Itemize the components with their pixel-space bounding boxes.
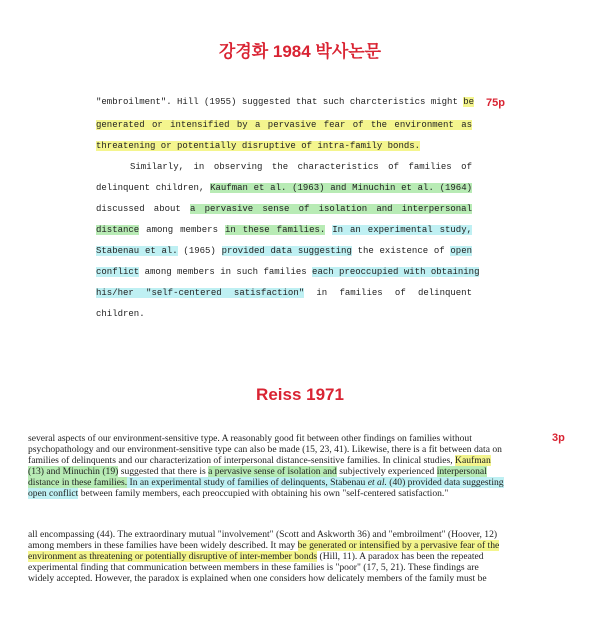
scan-line: families of delinquents and our characterization of interpersonal distance-sensitive families. In clinical studies, Kaufman	[28, 455, 491, 466]
page-number-top: 75p	[486, 97, 505, 109]
scan-line: experimental finding that communication between members in these families is "poor" (17, 5, 21). These findings are	[28, 562, 479, 573]
scan-line: several aspects of our environment-sensitive type. A reasonably good fit between other findings on families without	[28, 433, 472, 444]
typed-line: discussed about a pervasive sense of isolation and interpersonal	[96, 204, 472, 214]
typed-line: children.	[96, 309, 145, 319]
scan-line: (13) and Minuchin (19) suggested that there is a pervasive sense of isolation and subjectively experienced interpersonal	[28, 466, 487, 477]
scan-line: distance in these families. In an experimental study of families of delinquents, Stabenau et al. (40) provided data suggesting	[28, 477, 504, 488]
scan-line: psychopathology and our environment-sensitive type can also be made (15, 23, 41). Likewise, there is a fit between data on	[28, 444, 502, 455]
typed-line: Stabenau et al. (1965) provided data suggesting the existence of open	[96, 246, 473, 256]
typed-line: "embroilment". Hill (1955) suggested that such charcteristics might be	[96, 97, 475, 107]
typed-line: generated or intensified by a pervasive fear of the environment as	[96, 120, 472, 130]
scan-line: among members in these families have been widely described. It may be generated or intensified by a pervasive fear of the	[28, 540, 500, 551]
page-number-bottom: 3p	[552, 432, 565, 444]
typed-line: threatening or potentially disruptive of intra-family bonds.	[96, 141, 421, 151]
scan-line: widely accepted. However, the paradox is explained when one considers how delicately members of the family must be	[28, 573, 487, 584]
scan-line: open conflict between family members, each preoccupied with obtaining his own "self-centered satisfaction."	[28, 488, 449, 499]
typed-line: distance among members in these families. In an experimental study,	[96, 225, 472, 235]
typed-line: conflict among members in such families each preoccupied with obtaining	[96, 267, 480, 277]
typed-line: his/her "self-centered satisfaction" in families of delinquent	[96, 288, 472, 298]
typed-line: Similarly, in observing the characteristics of families of	[130, 162, 472, 172]
scan-line: all encompassing (44). The extraordinary mutual "involvement" (Scott and Askworth 36) and "embroilment" (Hoover, 12)	[28, 529, 498, 540]
scan-line: environment as threatening or potentially disruptive of inter-member bonds (Hill, 11). A paradox has been the repeated	[28, 551, 484, 562]
document-title-bottom: Reiss 1971	[256, 385, 344, 404]
document-title-top: 강경화 1984 박사논문	[218, 42, 382, 61]
typed-line: delinquent children, Kaufman et al. (1963) and Minuchin et al. (1964)	[96, 183, 472, 193]
